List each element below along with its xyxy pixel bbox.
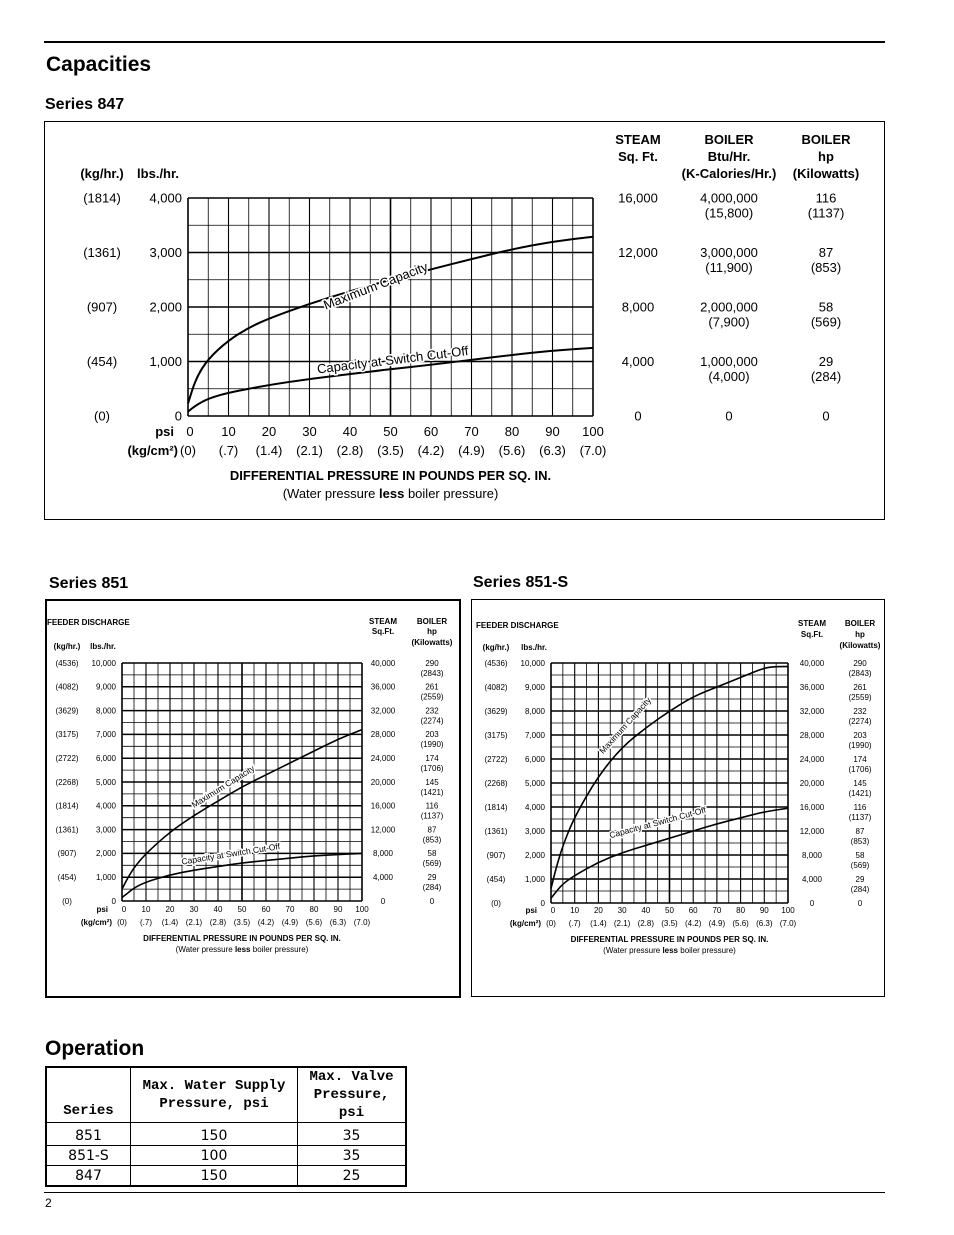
table-row [46, 1166, 406, 1187]
right-column-value: 4,000,000 [700, 190, 758, 206]
table-row [46, 1146, 406, 1166]
x-tick-label: 10 [221, 424, 236, 439]
right-column-value: 24,000 [370, 754, 396, 763]
right-column-value: 29 [427, 873, 437, 882]
x-tick-kg-label: (5.6) [732, 919, 749, 928]
right-column-value: 261 [425, 682, 439, 692]
right-column-subvalue: (1421) [848, 788, 872, 798]
right-column-subvalue: (284) [850, 884, 870, 894]
right-column-subvalue: (2274) [848, 716, 872, 726]
right-column-header: hp [427, 627, 437, 636]
right-column-value: 116 [815, 190, 837, 206]
x-tick-label: 10 [570, 906, 580, 915]
right-column-value: 12,000 [618, 245, 658, 261]
table-cell: 150 [131, 1166, 298, 1187]
x-tick-label: 90 [545, 424, 560, 439]
right-column-header: (K-Calories/Hr.) [681, 166, 777, 181]
right-column-value: 12,000 [370, 825, 396, 835]
right-column-value: 203 [425, 730, 439, 740]
x-tick-label: 60 [423, 424, 439, 439]
x-tick-kg-label: (2.8) [336, 443, 364, 458]
page-number: 2 [45, 1196, 52, 1210]
series-label: Capacity at Switch Cut-Off [180, 841, 281, 867]
x-tick-kg-label: (3.5) [377, 443, 404, 458]
y-tick-kg-label: (3175) [55, 730, 79, 740]
y-tick-label: 10,000 [520, 658, 545, 668]
series-847-box [44, 121, 885, 520]
right-column-value: 8,000 [621, 299, 655, 315]
capacities-title: Capacities [46, 53, 152, 76]
y-tick-kg-label: (454) [57, 873, 77, 882]
x-tick-kg-label: (4.2) [257, 918, 275, 927]
right-column-value: 32,000 [799, 706, 825, 716]
right-column-subvalue: (1990) [848, 740, 872, 750]
right-column-value: 58 [427, 849, 437, 859]
right-column-subvalue: (2559) [848, 692, 872, 702]
right-column-value: 0 [725, 408, 733, 424]
right-column-value: 290 [425, 658, 439, 668]
right-column-header: BOILER [844, 619, 876, 628]
feeder-discharge-label: FEEDER DISCHARGE [476, 621, 559, 630]
x-tick-kg-label: (1.4) [590, 919, 607, 928]
table-cell: 35 [298, 1146, 407, 1166]
x-axis-label: DIFFERENTIAL PRESSURE IN POUNDS PER SQ. IN. [143, 934, 341, 943]
x-tick-label: 30 [617, 906, 627, 915]
kg-per-cm2-label: (kg/cm²) [80, 918, 112, 927]
right-column-subvalue: (1137) [807, 205, 845, 221]
right-column-subvalue: (7,900) [708, 314, 750, 330]
right-column-value: 40,000 [370, 658, 396, 668]
bottom-rule [44, 1192, 885, 1193]
right-column-value: 58 [855, 850, 865, 860]
right-column-value: 16,000 [370, 801, 396, 811]
right-column-value: 16,000 [799, 802, 825, 812]
y-tick-label: 0 [540, 898, 545, 908]
kg-per-hour-header: (kg/hr.) [80, 166, 124, 181]
right-column-value: 32,000 [370, 706, 396, 716]
y-tick-kg-label: (1361) [55, 825, 79, 835]
x-axis-sublabel-part: boiler pressure) [404, 486, 499, 501]
x-axis-sublabel-part: (Water pressure [603, 946, 663, 955]
right-column-subvalue: (569) [422, 859, 442, 869]
right-column-value: 2,000,000 [700, 299, 758, 315]
right-column-value: 29 [818, 354, 834, 370]
right-column-header: STEAM [798, 619, 826, 628]
right-column-value: 0 [380, 896, 386, 906]
right-column-subvalue: (1990) [420, 740, 444, 750]
x-tick-label: 30 [302, 424, 317, 439]
right-column-value: 3,000,000 [700, 245, 758, 261]
x-tick-kg-label: (7.0) [779, 919, 797, 928]
x-axis-sublabel-part: (Water pressure [175, 945, 235, 954]
kg-per-cm2-label: (kg/cm²) [509, 919, 541, 928]
x-tick-label: 100 [355, 905, 369, 914]
y-tick-label: 4,000 [149, 190, 182, 206]
x-tick-label: 40 [213, 905, 223, 914]
right-column-subvalue: (15,800) [704, 205, 754, 221]
top-rule [44, 41, 885, 43]
table-cell: 847 [46, 1166, 131, 1187]
x-axis-sublabel-part: less [662, 946, 679, 955]
y-tick-kg-label: (2268) [484, 778, 508, 788]
table-cell: 25 [298, 1166, 407, 1187]
right-column-value: 232 [853, 706, 867, 716]
right-column-header: BOILER [416, 617, 448, 626]
x-tick-label: 100 [781, 906, 795, 915]
x-tick-label: 70 [712, 906, 722, 915]
series-label: Maximum Capacity [189, 763, 257, 810]
right-column-value: 261 [853, 682, 867, 692]
series-847-title: Series 847 [45, 96, 125, 113]
x-tick-kg-label: (0) [180, 443, 196, 458]
y-tick-label: 10,000 [91, 658, 116, 668]
x-tick-label: 90 [333, 905, 343, 914]
x-tick-label: 30 [189, 905, 199, 914]
right-column-value: 87 [818, 245, 834, 261]
right-column-subvalue: (1706) [848, 764, 872, 774]
y-tick-label: 7,000 [524, 730, 545, 740]
series-851-chart [47, 601, 459, 996]
y-tick-kg-label: (1361) [83, 245, 121, 261]
x-tick-kg-label: (1.4) [255, 443, 283, 458]
x-axis-sublabel-part: less [234, 945, 251, 954]
right-column-header: Sq.Ft. [800, 630, 824, 639]
y-tick-kg-label: (4536) [55, 658, 79, 668]
right-column-header: Sq.Ft. [371, 627, 395, 636]
y-tick-kg-label: (3629) [484, 706, 508, 716]
x-tick-kg-label: (.7) [140, 918, 152, 927]
header-series: Series [46, 1067, 131, 1123]
x-tick-kg-label: (3.5) [661, 919, 678, 928]
x-tick-kg-label: (.7) [568, 919, 581, 928]
y-tick-kg-label: (907) [57, 849, 77, 859]
y-tick-label: 5,000 [95, 777, 116, 787]
psi-label: psi [155, 424, 174, 439]
right-column-subvalue: (4,000) [708, 369, 750, 385]
x-axis-sublabel [283, 486, 499, 501]
right-column-subvalue: (853) [850, 836, 870, 846]
y-tick-label: 1,000 [149, 354, 182, 370]
x-tick-label: 0 [121, 905, 127, 914]
y-tick-kg-label: (907) [486, 850, 506, 860]
y-tick-label: 6,000 [524, 754, 545, 764]
y-tick-kg-label: (0) [491, 898, 501, 908]
x-tick-kg-label: (2.8) [637, 919, 655, 928]
right-column-value: 232 [425, 706, 439, 716]
right-column-value: 12,000 [799, 826, 825, 836]
y-tick-label: 1,000 [524, 874, 545, 884]
table-cell: 851-S [46, 1146, 131, 1166]
series-label: Maximum Capacity [597, 695, 653, 756]
right-column-value: 16,000 [618, 190, 658, 206]
y-tick-kg-label: (4082) [484, 682, 508, 692]
x-tick-kg-label: (0) [546, 919, 556, 928]
y-tick-label: 2,000 [95, 849, 116, 859]
header-max-water-supply: Max. Water Supply Pressure, psi [131, 1067, 298, 1123]
series-851s-title: Series 851-S [473, 574, 569, 591]
x-tick-kg-label: (6.3) [329, 918, 347, 927]
x-axis-label: DIFFERENTIAL PRESSURE IN POUNDS PER SQ. IN. [229, 468, 552, 483]
right-column-value: 40,000 [799, 658, 825, 668]
series-851s-chart [472, 600, 884, 996]
x-tick-label: 60 [688, 906, 698, 915]
x-tick-label: 80 [736, 906, 746, 915]
right-column-subvalue: (2274) [420, 716, 444, 726]
x-tick-label: 50 [665, 906, 674, 915]
right-column-subvalue: (2559) [420, 692, 444, 702]
x-tick-kg-label: (2.8) [209, 918, 227, 927]
y-tick-kg-label: (0) [94, 408, 110, 424]
x-tick-kg-label: (4.2) [417, 443, 445, 458]
right-column-value: 145 [425, 777, 439, 787]
y-tick-label: 3,000 [524, 826, 545, 836]
x-axis-sublabel-part: less [379, 486, 405, 501]
y-tick-kg-label: (454) [86, 354, 118, 370]
right-column-subvalue: (284) [810, 369, 842, 385]
y-tick-label: 0 [111, 896, 116, 906]
x-tick-kg-label: (4.9) [281, 918, 299, 927]
right-column-value: 0 [857, 898, 863, 908]
lbs-per-hour-header: lbs./hr. [90, 642, 116, 651]
operation-table [45, 1066, 407, 1187]
right-column-subvalue: (1421) [420, 787, 444, 797]
kg-per-cm2-label: (kg/cm²) [127, 443, 178, 458]
right-column-value: 4,000 [621, 354, 655, 370]
table-cell: 35 [298, 1123, 407, 1146]
series-851s-box [471, 599, 885, 997]
right-column-value: 0 [822, 408, 830, 424]
x-tick-label: 20 [261, 424, 277, 439]
x-tick-label: 70 [464, 424, 479, 439]
right-column-header: BOILER [801, 132, 851, 147]
series-847-chart [45, 122, 884, 519]
series-label: Capacity at Switch Cut-Off [316, 343, 470, 377]
y-tick-kg-label: (4536) [484, 658, 508, 668]
right-column-header: Sq. Ft. [618, 149, 658, 164]
y-tick-label: 2,000 [149, 299, 182, 315]
x-tick-kg-label: (1.4) [161, 918, 179, 927]
x-tick-kg-label: (3.5) [233, 918, 251, 927]
right-column-subvalue: (2843) [848, 668, 872, 678]
y-tick-label: 6,000 [95, 754, 116, 763]
y-tick-label: 0 [174, 408, 182, 424]
right-column-value: 145 [853, 778, 867, 788]
x-tick-kg-label: (4.9) [458, 443, 485, 458]
x-tick-label: 80 [309, 905, 319, 914]
right-column-value: 1,000,000 [700, 354, 758, 370]
right-column-header: STEAM [369, 617, 397, 626]
x-axis-sublabel-part: boiler pressure) [678, 946, 736, 955]
x-tick-label: 80 [504, 424, 520, 439]
right-column-value: 36,000 [370, 682, 396, 692]
x-tick-kg-label: (5.6) [305, 918, 323, 927]
y-tick-kg-label: (2722) [484, 754, 508, 764]
x-tick-kg-label: (2.1) [185, 918, 203, 927]
right-column-value: 4,000 [372, 873, 394, 882]
x-tick-kg-label: (0) [117, 918, 127, 927]
table-cell: 100 [131, 1146, 298, 1166]
right-column-value: 20,000 [370, 777, 396, 787]
x-tick-kg-label: (2.1) [613, 919, 631, 928]
x-tick-label: 0 [186, 424, 194, 439]
x-axis-sublabel-part: (Water pressure [282, 486, 380, 501]
x-tick-kg-label: (6.3) [539, 443, 566, 458]
right-column-value: 8,000 [372, 849, 394, 859]
right-column-value: 4,000 [801, 874, 823, 884]
x-tick-kg-label: (6.3) [756, 919, 773, 928]
right-column-subvalue: (11,900) [705, 260, 753, 276]
x-tick-label: 40 [342, 424, 358, 439]
y-tick-label: 1,000 [95, 873, 116, 882]
right-column-value: 203 [853, 730, 867, 740]
y-tick-label: 7,000 [95, 730, 116, 740]
right-column-value: 8,000 [801, 850, 823, 860]
x-axis-sublabel [176, 945, 309, 954]
right-column-value: 28,000 [370, 730, 396, 740]
y-tick-label: 3,000 [95, 825, 116, 835]
series-label: Maximum Capacity [321, 258, 430, 313]
x-axis-sublabel-part: boiler pressure) [250, 945, 309, 954]
y-tick-label: 2,000 [524, 850, 545, 860]
y-tick-label: 5,000 [524, 778, 545, 788]
x-tick-label: 70 [285, 905, 295, 914]
right-column-value: 29 [855, 874, 865, 884]
right-column-value: 87 [427, 825, 437, 835]
y-tick-kg-label: (2722) [55, 754, 79, 763]
y-tick-kg-label: (0) [62, 896, 72, 906]
psi-label: psi [96, 905, 108, 914]
y-tick-label: 4,000 [95, 801, 116, 811]
right-column-header: BOILER [704, 132, 754, 147]
x-tick-kg-label: (2.1) [296, 443, 323, 458]
x-tick-label: 20 [593, 906, 603, 915]
x-tick-label: 100 [582, 424, 604, 439]
y-tick-kg-label: (1814) [484, 802, 508, 812]
x-tick-label: 60 [261, 905, 271, 914]
x-tick-label: 40 [641, 906, 651, 915]
right-column-header: STEAM [615, 132, 661, 147]
right-column-value: 24,000 [799, 754, 825, 764]
right-column-value: 0 [634, 408, 642, 424]
x-axis-label: DIFFERENTIAL PRESSURE IN POUNDS PER SQ. IN. [570, 935, 769, 944]
right-column-subvalue: (853) [810, 260, 842, 276]
right-column-value: 290 [853, 658, 867, 668]
right-column-header: (Kilowatts) [839, 641, 881, 650]
y-tick-kg-label: (4082) [55, 682, 79, 692]
right-column-value: 36,000 [799, 682, 825, 692]
kg-per-hour-header: (kg/hr.) [482, 643, 510, 652]
y-tick-label: 8,000 [95, 706, 116, 716]
x-tick-label: 10 [141, 905, 151, 914]
right-column-value: 20,000 [799, 778, 825, 788]
table-row [46, 1123, 406, 1146]
x-tick-label: 20 [165, 905, 175, 914]
x-tick-kg-label: (7.0) [579, 443, 607, 458]
header-max-valve: Max. Valve Pressure, psi [298, 1067, 407, 1123]
y-tick-label: 9,000 [95, 682, 116, 692]
right-column-subvalue: (2843) [420, 668, 444, 678]
right-column-value: 28,000 [799, 730, 825, 740]
y-tick-kg-label: (3175) [484, 730, 508, 740]
y-tick-kg-label: (1814) [55, 801, 79, 811]
x-tick-kg-label: (.7) [218, 443, 239, 458]
right-column-header: hp [855, 630, 865, 639]
lbs-per-hour-header: lbs./hr. [521, 643, 547, 652]
y-tick-kg-label: (3629) [55, 706, 79, 716]
right-column-value: 174 [853, 754, 867, 764]
table-cell: 150 [131, 1123, 298, 1146]
y-tick-label: 4,000 [524, 802, 545, 812]
x-tick-kg-label: (4.2) [684, 919, 702, 928]
series-851-box [45, 599, 461, 998]
x-tick-kg-label: (4.9) [708, 919, 726, 928]
x-tick-label: 0 [550, 906, 556, 915]
right-column-header: hp [818, 149, 834, 164]
psi-label: psi [525, 906, 537, 915]
x-tick-kg-label: (5.6) [498, 443, 526, 458]
y-tick-kg-label: (454) [486, 874, 506, 884]
right-column-value: 116 [425, 801, 439, 811]
lbs-per-hour-header: lbs./hr. [137, 166, 179, 181]
right-column-subvalue: (853) [422, 835, 442, 845]
right-column-value: 174 [425, 754, 439, 763]
operation-table-header [46, 1067, 406, 1123]
y-tick-label: 9,000 [524, 682, 545, 692]
y-tick-kg-label: (1814) [83, 190, 121, 206]
right-column-subvalue: (569) [850, 860, 870, 870]
table-cell: 851 [46, 1123, 131, 1146]
right-column-header: (Kilowatts) [411, 638, 453, 647]
y-tick-label: 3,000 [149, 245, 182, 261]
y-tick-kg-label: (2268) [55, 777, 79, 787]
right-column-subvalue: (1137) [848, 812, 872, 822]
right-column-subvalue: (1706) [420, 764, 444, 773]
right-column-subvalue: (284) [422, 883, 442, 892]
right-column-header: (Kilowatts) [792, 166, 860, 181]
series-851-title: Series 851 [49, 575, 129, 592]
series-label: Capacity at Switch Cut-Off [608, 804, 707, 841]
kg-per-hour-header: (kg/hr.) [53, 642, 81, 651]
feeder-discharge-label: FEEDER DISCHARGE [47, 618, 130, 627]
y-tick-kg-label: (907) [86, 299, 118, 315]
x-axis-sublabel [603, 946, 736, 955]
x-tick-label: 50 [383, 424, 398, 439]
right-column-subvalue: (569) [810, 314, 842, 330]
right-column-value: 0 [809, 898, 815, 908]
right-column-header: Btu/Hr. [707, 149, 751, 164]
right-column-value: 87 [855, 826, 865, 836]
x-tick-label: 50 [237, 905, 247, 914]
right-column-value: 58 [818, 299, 834, 315]
y-tick-label: 8,000 [524, 706, 545, 716]
x-tick-label: 90 [759, 906, 769, 915]
right-column-value: 116 [853, 802, 867, 812]
right-column-value: 0 [429, 896, 435, 906]
operation-title: Operation [45, 1037, 145, 1060]
right-column-subvalue: (1137) [420, 811, 444, 821]
y-tick-kg-label: (1361) [484, 826, 508, 836]
x-tick-kg-label: (7.0) [353, 918, 371, 927]
